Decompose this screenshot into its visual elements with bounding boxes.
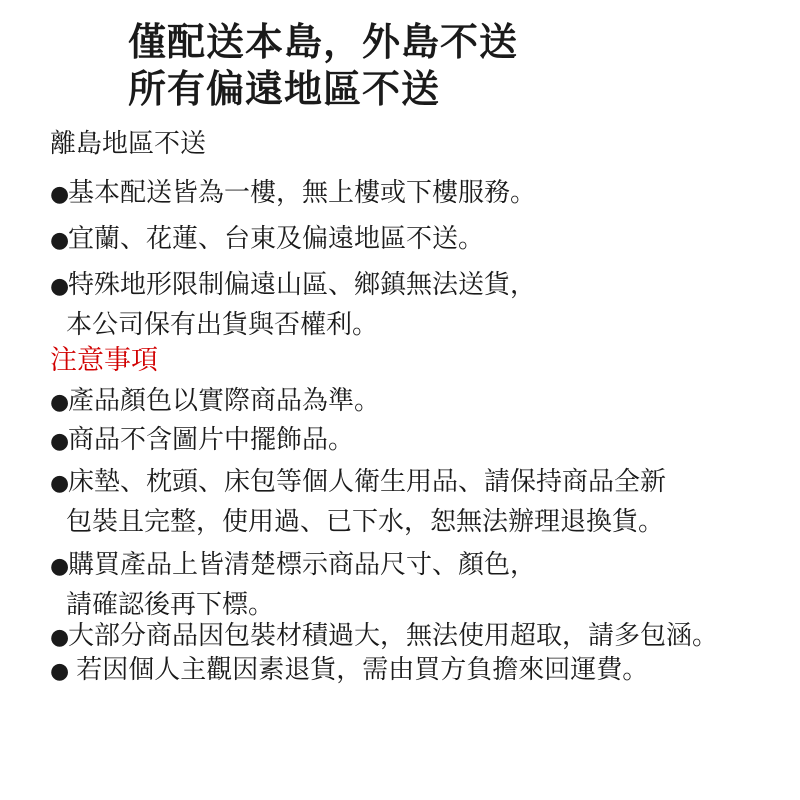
bullet-icon: ● [50, 274, 70, 299]
bullet-icon: ● [50, 182, 70, 207]
delivery-item-text: 宜蘭、花蓮、台東及偏遠地區不送。 [68, 224, 485, 254]
note-item-text-cont: 包裝且完整，使用過、已下水，恕無法辦理退換貨。 [66, 507, 665, 537]
delivery-item-text: 基本配送皆為一樓，無上樓或下樓服務。 [68, 178, 537, 208]
note-item-3 [50, 463, 666, 541]
delivery-item-text: 特殊地形限制偏遠山區、鄉鎮無法送貨， [68, 270, 537, 300]
delivery-item-3 [50, 266, 536, 344]
delivery-item-2 [50, 220, 484, 260]
note-item-text: 大部分商品因包裝材積過大，無法使用超取，請多包涵。 [68, 621, 719, 651]
bullet-icon: ● [50, 429, 70, 454]
delivery-item-text-cont: 本公司保有出貨與否權利。 [66, 310, 379, 340]
note-item-text: 床墊、枕頭、床包等個人衛生用品、請保持商品全新 [68, 467, 667, 497]
delivery-item-1 [50, 174, 536, 214]
note-item-text: 購買產品上皆清楚標示商品尺寸、顏色， [68, 550, 537, 580]
bullet-icon: ● [50, 554, 70, 579]
note-item-2 [50, 421, 354, 461]
delivery-subheading: 離島地區不送 [50, 129, 207, 159]
bullet-icon: ● [50, 625, 70, 650]
bullet-icon: ● [50, 471, 70, 496]
note-item-text: 若因個人主觀因素退貨，需由買方負擔來回運費。 [68, 655, 649, 685]
note-item-text-cont: 請確認後再下標。 [66, 590, 275, 620]
notes-title: 注意事項 [50, 345, 158, 376]
headline-line-2: 所有偏遠地區不送 [128, 67, 441, 111]
bullet-icon: ● [50, 390, 70, 415]
note-item-4 [50, 546, 536, 624]
note-item-text: 產品顏色以實際商品為準。 [68, 386, 381, 416]
note-item-6 [50, 651, 648, 691]
bullet-icon: ● [50, 228, 70, 253]
headline-line-1: 僅配送本島，外島不送 [128, 20, 519, 64]
bullet-icon: ● [50, 659, 70, 684]
note-item-text: 商品不含圖片中擺飾品。 [68, 425, 355, 455]
note-item-1 [50, 382, 380, 422]
